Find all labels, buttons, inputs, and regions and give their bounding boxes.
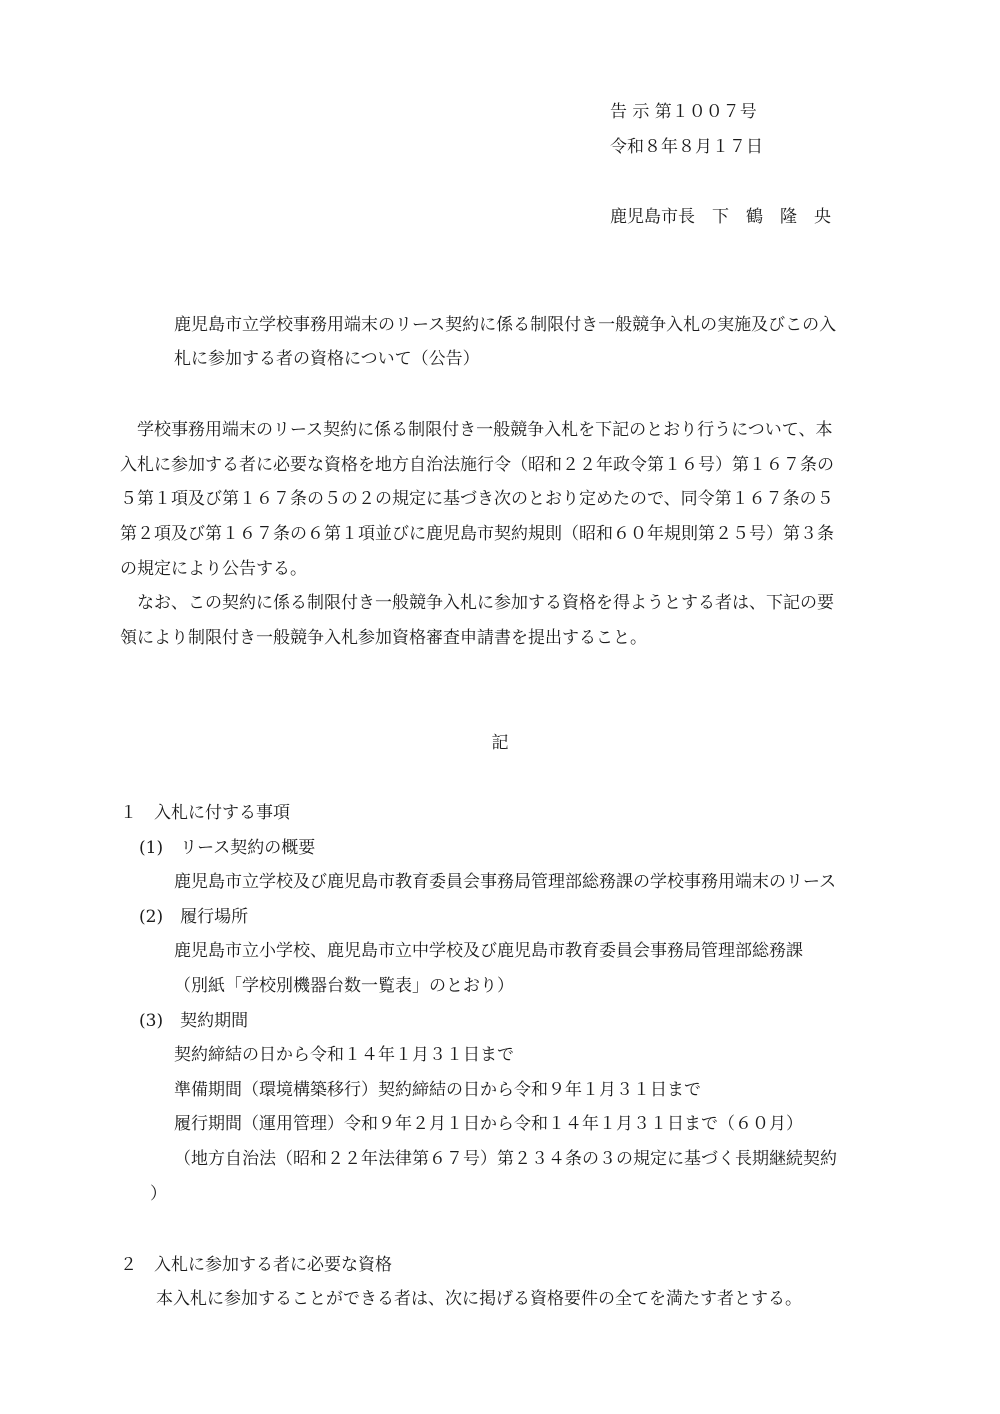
body-p1-line-3: ５第１項及び第１６７条の５の２の規定に基づき次のとおり定めたので、同令第１６７条の５ — [120, 489, 834, 509]
body-p2-line-2: 領により制限付き一般競争入札参加資格審査申請書を提出すること。 — [120, 628, 647, 648]
body-p1-line-4: 第２項及び第１６７条の６第１項並びに鹿児島市契約規則（昭和６０年規則第２５号）第３条 — [120, 524, 834, 544]
ki-heading: 記 — [491, 733, 509, 753]
section-1-item-2-text-2: （別紙「学校別機器台数一覧表」のとおり） — [174, 976, 514, 996]
section-2-heading: ２ 入札に参加する者に必要な資格 — [120, 1255, 392, 1275]
section-2-text: 本入札に参加することができる者は、次に掲げる資格要件の全てを満たす者とする。 — [156, 1289, 802, 1309]
section-1-item-3-text-2: 準備期間（環境構築移行）契約締結の日から令和９年１月３１日まで — [174, 1080, 701, 1100]
section-1-item-3-text-5: ） — [150, 1184, 167, 1204]
body-p2-line-1: なお、この契約に係る制限付き一般競争入札に参加する資格を得ようとする者は、下記の要 — [120, 593, 834, 613]
section-1-item-2-text-1: 鹿児島市立小学校、鹿児島市立中学校及び鹿児島市教育委員会事務局管理部総務課 — [174, 941, 803, 961]
body-p1-line-5: の規定により公告する。 — [120, 559, 307, 579]
issuer-name: 鹿児島市長 下 鶴 隆 央 — [610, 207, 831, 227]
section-1-item-3-heading: (3) 契約期間 — [139, 1011, 249, 1031]
notice-number: 告 示 第１００７号 — [610, 102, 757, 122]
document-title-line-2: 札に参加する者の資格について（公告） — [174, 349, 480, 369]
body-p1-line-2: 入札に参加する者に必要な資格を地方自治法施行令（昭和２２年政令第１６号）第１６７条の — [120, 455, 834, 475]
section-1-item-3-text-4: （地方自治法（昭和２２年法律第６７号）第２３４条の３の規定に基づく長期継続契約 — [174, 1149, 837, 1169]
body-p1-line-1: 学校事務用端末のリース契約に係る制限付き一般競争入札を下記のとおり行うについて、本 — [120, 420, 833, 440]
section-1-item-3-text-1: 契約締結の日から令和１４年１月３１日まで — [174, 1045, 514, 1065]
section-1-item-2-heading: (2) 履行場所 — [139, 907, 249, 927]
section-1-item-1-heading: (1) リース契約の概要 — [139, 838, 316, 858]
section-1-item-3-text-3: 履行期間（運用管理）令和９年２月１日から令和１４年１月３１日まで（６０月） — [174, 1114, 803, 1134]
notice-date: 令和８年８月１７日 — [610, 137, 763, 157]
document-title-line-1: 鹿児島市立学校事務用端末のリース契約に係る制限付き一般競争入札の実施及びこの入 — [174, 315, 837, 335]
section-1-heading: １ 入札に付する事項 — [120, 803, 290, 823]
section-1-item-1-text: 鹿児島市立学校及び鹿児島市教育委員会事務局管理部総務課の学校事務用端末のリース — [174, 872, 837, 892]
